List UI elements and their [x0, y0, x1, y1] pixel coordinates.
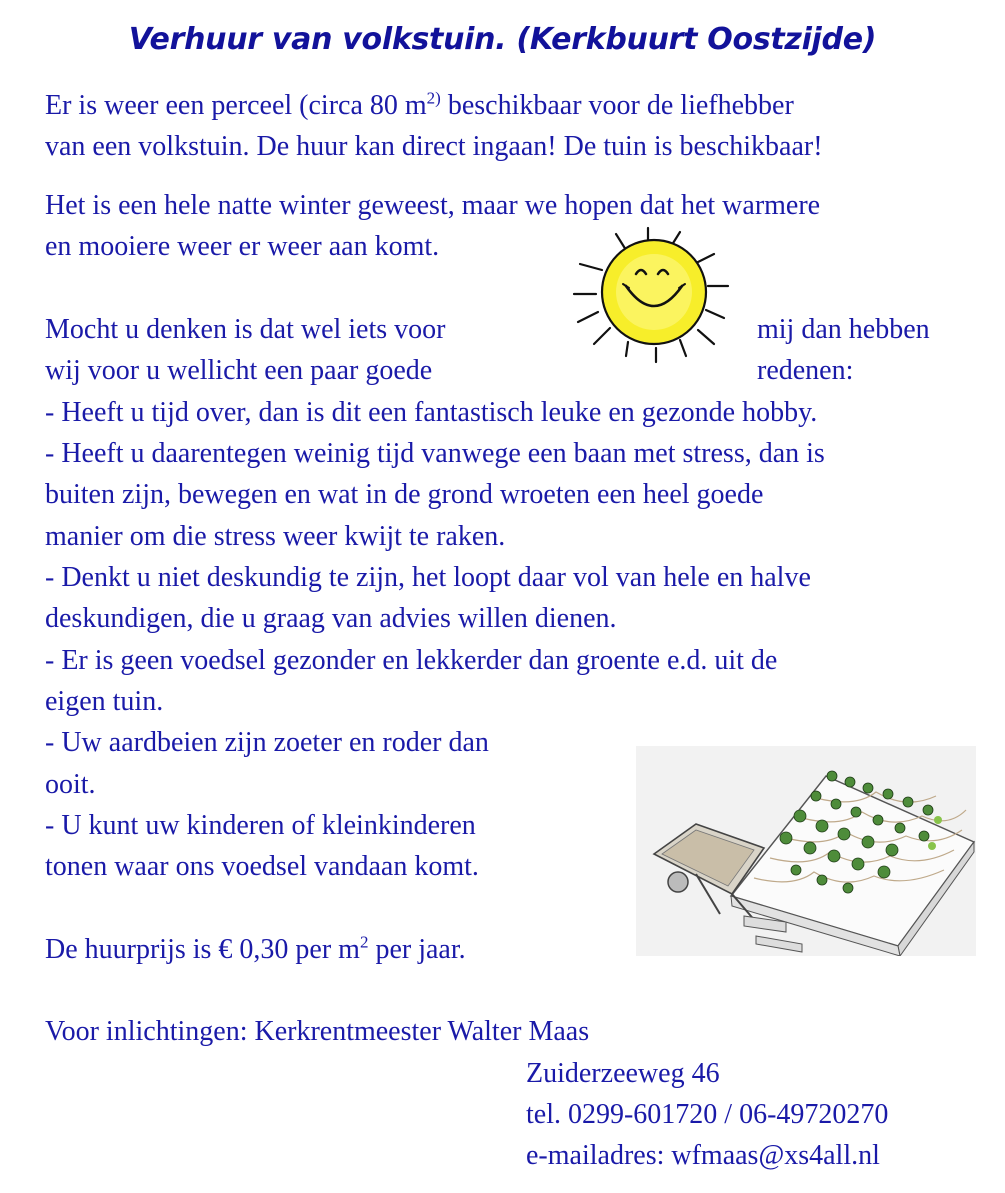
reason-line: - Denkt u niet deskundig te zijn, het loopt daar vol van hele en halve [45, 562, 811, 593]
garden-wheelbarrow-illustration [636, 746, 976, 956]
reason-line: - Heeft u daarentegen weinig tijd vanwege een baan met stress, dan is [45, 438, 825, 469]
reasons-intro-right-1: mij dan hebben [757, 314, 930, 345]
reason-line: - Er is geen voedsel gezonder en lekkerder dan groente e.d. uit de [45, 645, 778, 676]
reason-line: manier om die stress weer kwijt te raken. [45, 521, 506, 552]
page-title: Verhuur van volkstuin. (Kerkbuurt Oostzijde) [128, 22, 877, 57]
reason-line: ooit. [45, 769, 96, 800]
reason-line: - U kunt uw kinderen of kleinkinderen [45, 810, 476, 841]
reason-line: - Heeft u tijd over, dan is dit een fantastisch leuke en gezonde hobby. [45, 397, 818, 428]
contact-phone: tel. 0299-601720 / 06-49720270 [526, 1099, 889, 1130]
contact-email: e-mailadres: wfmaas@xs4all.nl [526, 1140, 880, 1171]
reason-line: - Uw aardbeien zijn zoeter en roder dan [45, 727, 489, 758]
weather-line-2: en mooiere weer er weer aan komt. [45, 231, 440, 262]
reasons-intro-right-2: redenen: [757, 355, 854, 386]
reason-line: tonen waar ons voedsel vandaan komt. [45, 851, 479, 882]
smiling-sun-icon [568, 224, 738, 366]
weather-line-1: Het is een hele natte winter geweest, maar we hopen dat het warmere [45, 190, 821, 221]
reasons-intro-left-2: wij voor u wellicht een paar goede [45, 355, 433, 386]
reason-line: buiten zijn, bewegen en wat in de grond wroeten een heel goede [45, 479, 764, 510]
price-line: De huurprijs is € 0,30 per $m^2$ per jaar. [45, 932, 466, 965]
intro-line-1: Er is weer een perceel (circa 80 $m^{2)}$ beschikbaar voor de liefhebber [45, 88, 794, 121]
reason-line: eigen tuin. [45, 686, 164, 717]
intro-line-2: van een volkstuin. De huur kan direct ingaan! De tuin is beschikbaar! [45, 131, 823, 162]
contact-label: Voor inlichtingen: Kerkrentmeester Walter Maas [45, 1016, 590, 1047]
reason-line: deskundigen, die u graag van advies willen dienen. [45, 603, 617, 634]
contact-address: Zuiderzeeweg 46 [526, 1058, 720, 1089]
reasons-intro-left-1: Mocht u denken is dat wel iets voor [45, 314, 446, 345]
